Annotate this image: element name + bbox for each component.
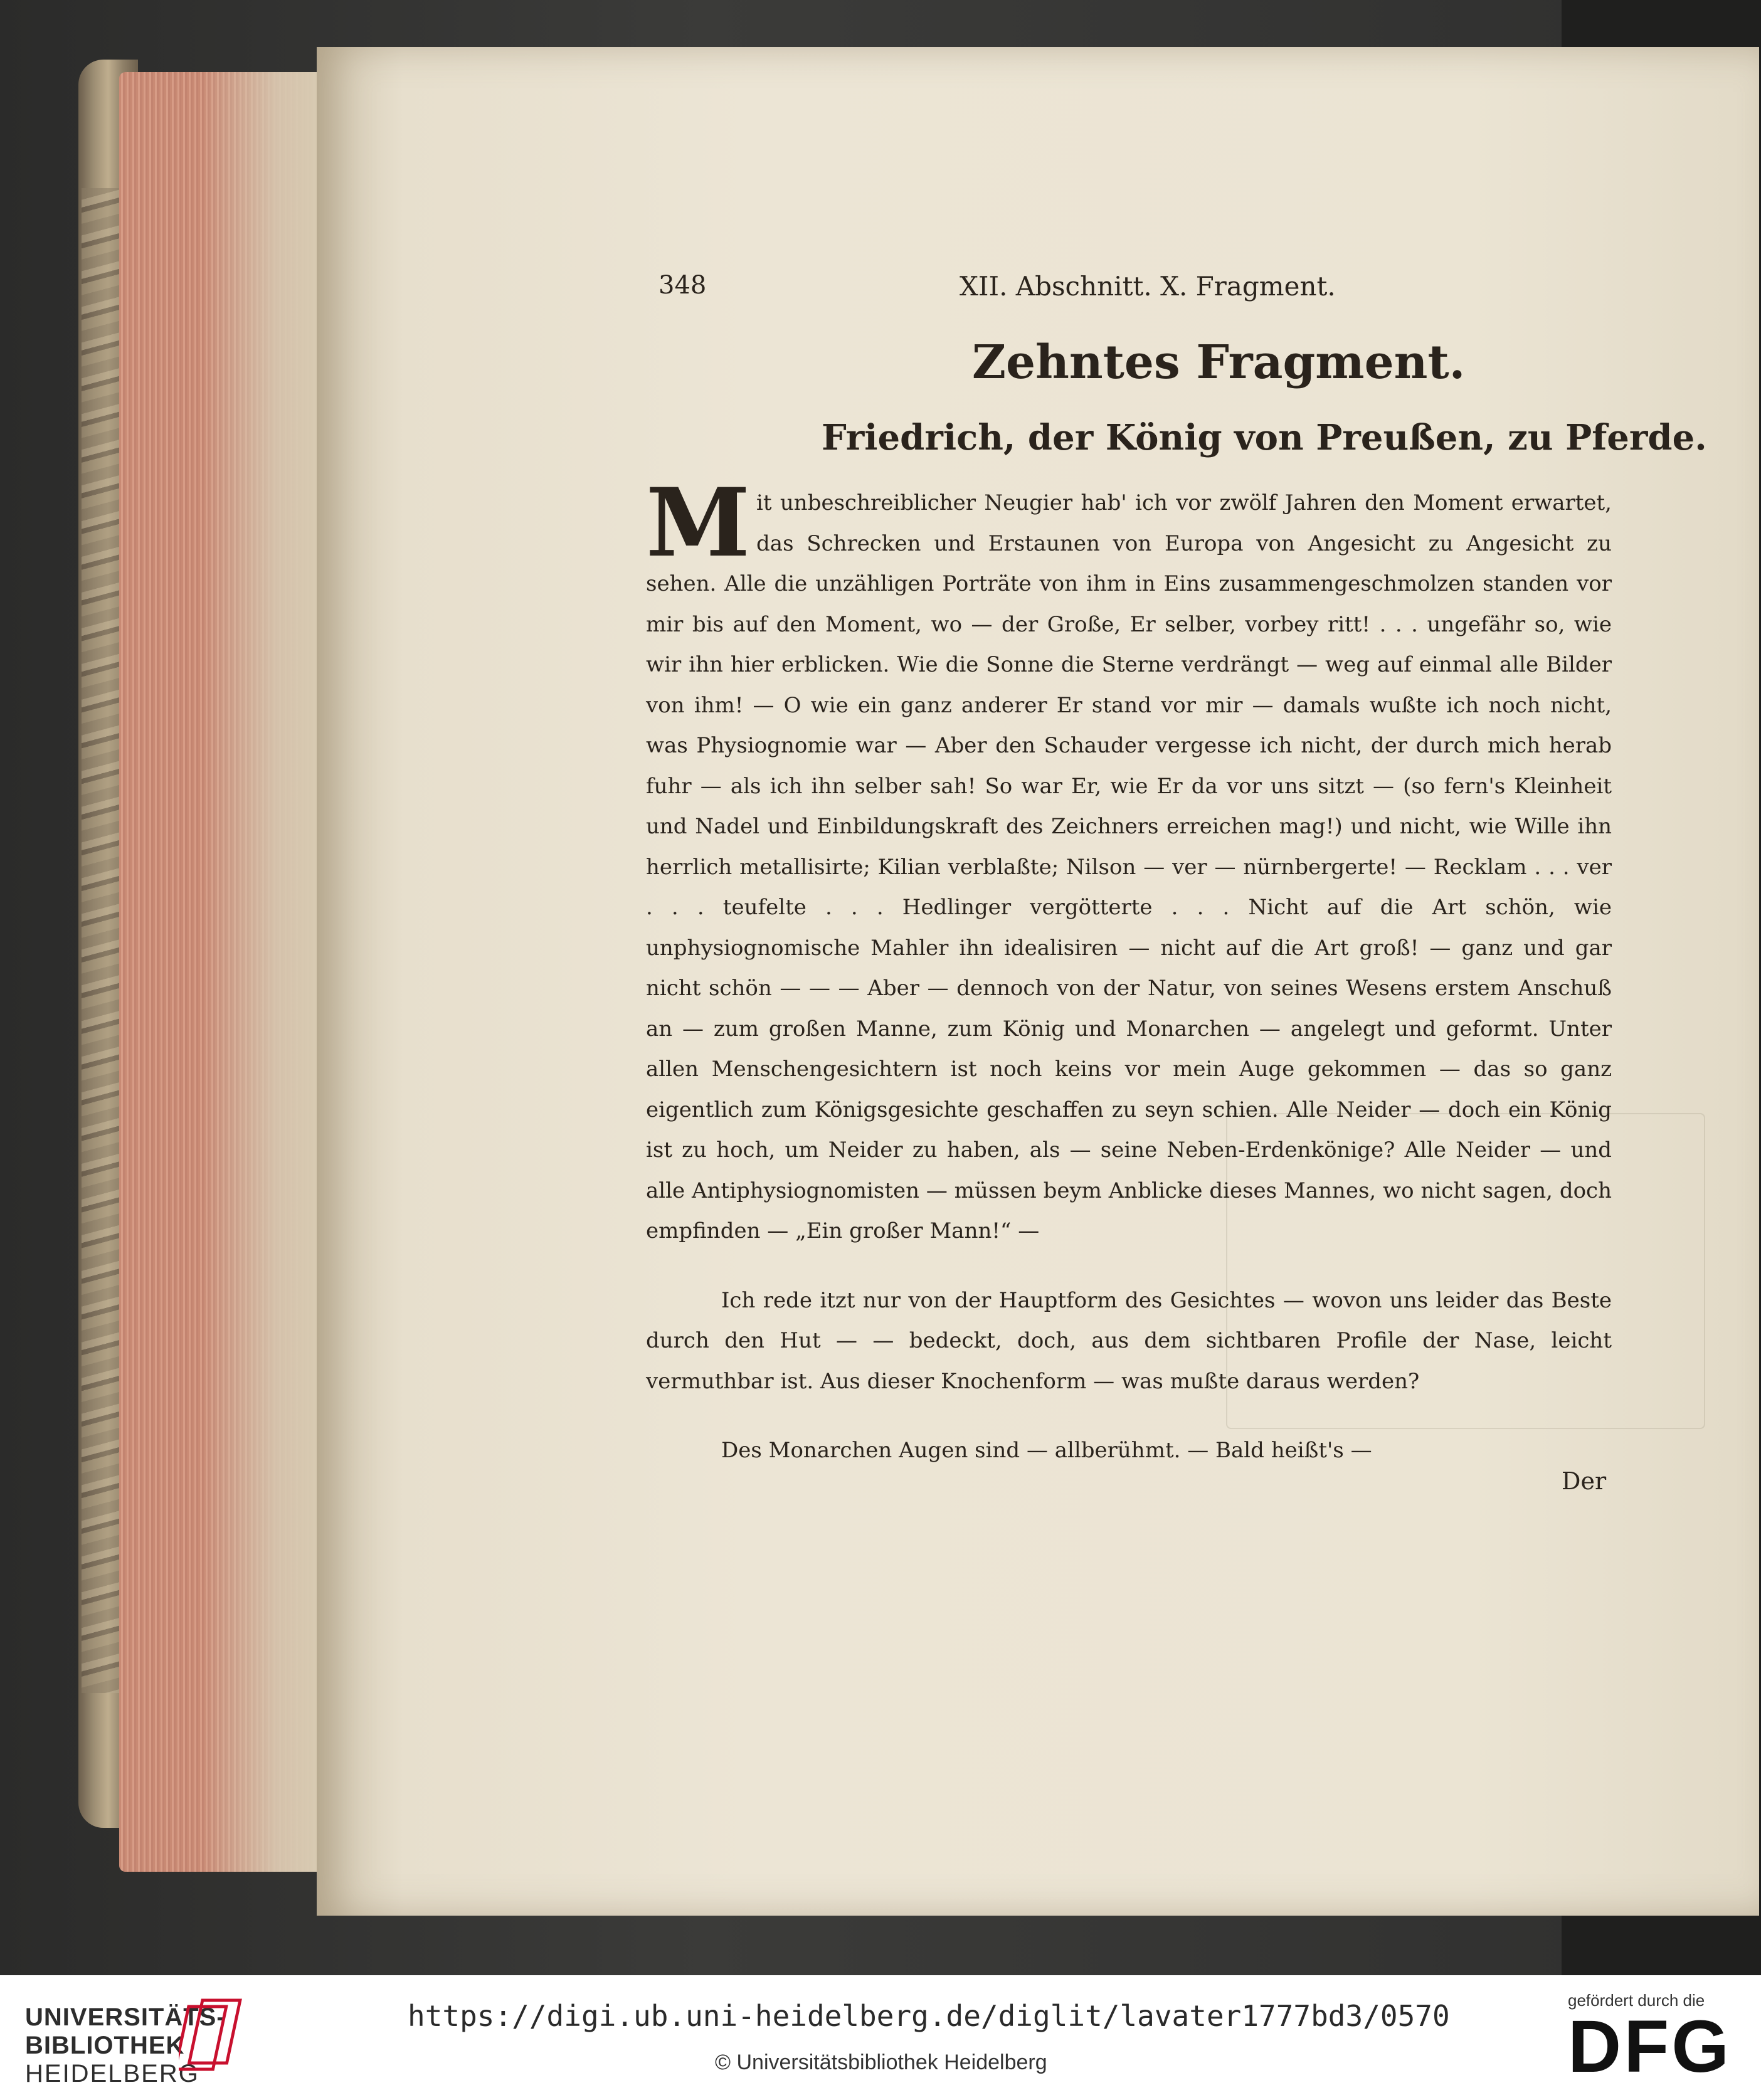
paragraph: Ich rede itzt nur von der Hauptform des Gesichtes — wovon uns leider das Beste durch den Hut — — bedeckt, doch, aus dem sichtbaren Profile der Nase, leicht vermuthbar ist. Aus dieser Knochenform — was mußte daraus werden? [646,1287,1612,1394]
paragraph: Des Monarchen Augen sind — allberühmt. — Bald heißt's — [721,1438,1372,1463]
dfg-logo[interactable]: DFG [1568,2005,1732,2088]
running-head: XII. Abschnitt. X. Fragment. [960,271,1336,302]
drop-initial: M [646,468,751,578]
paragraph-text: it unbeschreiblicher Neugier hab' ich vor zwölf Jahren den Moment erwartet, das Schrecken und Erstaunen von Europa von Angesicht zu Angesicht zu sehen. Alle die unzähligen Porträte von ihm in Eins zusammengeschmolzen standen vor mir bis auf den Moment, wo — der Große, Er selber, vorbey ritt! . . . ungefähr so, wie wir ihn hier erblicken. Wie die Sonne die Sterne verdrängt — weg auf einmal alle Bilder von ihm! — O wie ein ganz anderer Er stand vor mir — damals wußte ich noch nicht, was Physiognomie war — Aber den Schauder vergesse ich nicht, der durch mich herab fuhr — als ich ihn selber sah! So war Er, wie Er da vor uns sitzt — (so fern's Kleinheit und Nadel und Einbildungskraft des Zeichners erreichen mag!) und nicht, wie Wille ihn herrlich metallisirte; Kilian verblaßte; Nilson — ver — nürnbergerte! — Recklam . . . ver . . . teufelte . . . Hedlinger vergötterte . . . Nicht auf die Art schön, wie unphysiognomische Mahler ihn idealisiren — nicht auf die Art groß! — ganz und gar nicht schön — — — Aber — dennoch von der Natur, von seines Wesens erstem Anschuß an — zum großen Manne, zum König und Monarchen — angelegt und geformt. Unter allen Menschengesichtern ist noch keins vor mein Auge gekommen — das so ganz eigentlich zum Königsgesichte geschaffen zu seyn schien. Alle Neider — doch ein König ist zu hoch, um Neider zu haben, als — seine Neben-Erdenkönige? Alle Neider — und alle Antiphysiognomisten — müssen beym Anblicke dieses Mannes, wo nicht sagen, doch empfinden — „Ein großer Mann!“ — [646,490,1612,1243]
page-edge-shading [201,72,326,1872]
permalink-url[interactable]: https://digi.ub.uni-heidelberg.de/diglit/lavater1777bd3/0570 [408,1999,1450,2033]
library-name-line2: BIBLIOTHEK [25,2032,185,2059]
marbled-cover [82,188,119,1693]
chapter-title: Zehntes Fragment. [972,335,1466,389]
funded-by-label: gefördert durch die [1568,1991,1705,2010]
page-number: 348 [658,271,707,300]
copyright-notice: © Universitätsbibliothek Heidelberg [715,2050,1047,2074]
library-logo-icon[interactable] [179,1994,248,2082]
paragraph [646,468,1612,1252]
chapter-subtitle: Friedrich, der König von Preußen, zu Pferde. [822,417,1707,458]
library-name-line1: UNIVERSITÄTS- [25,2003,226,2031]
body-text [646,468,1612,1500]
footer-bar [0,1975,1761,2100]
library-name-line3: HEIDELBERG [25,2060,199,2087]
catchword: Der [1562,1467,1607,1495]
